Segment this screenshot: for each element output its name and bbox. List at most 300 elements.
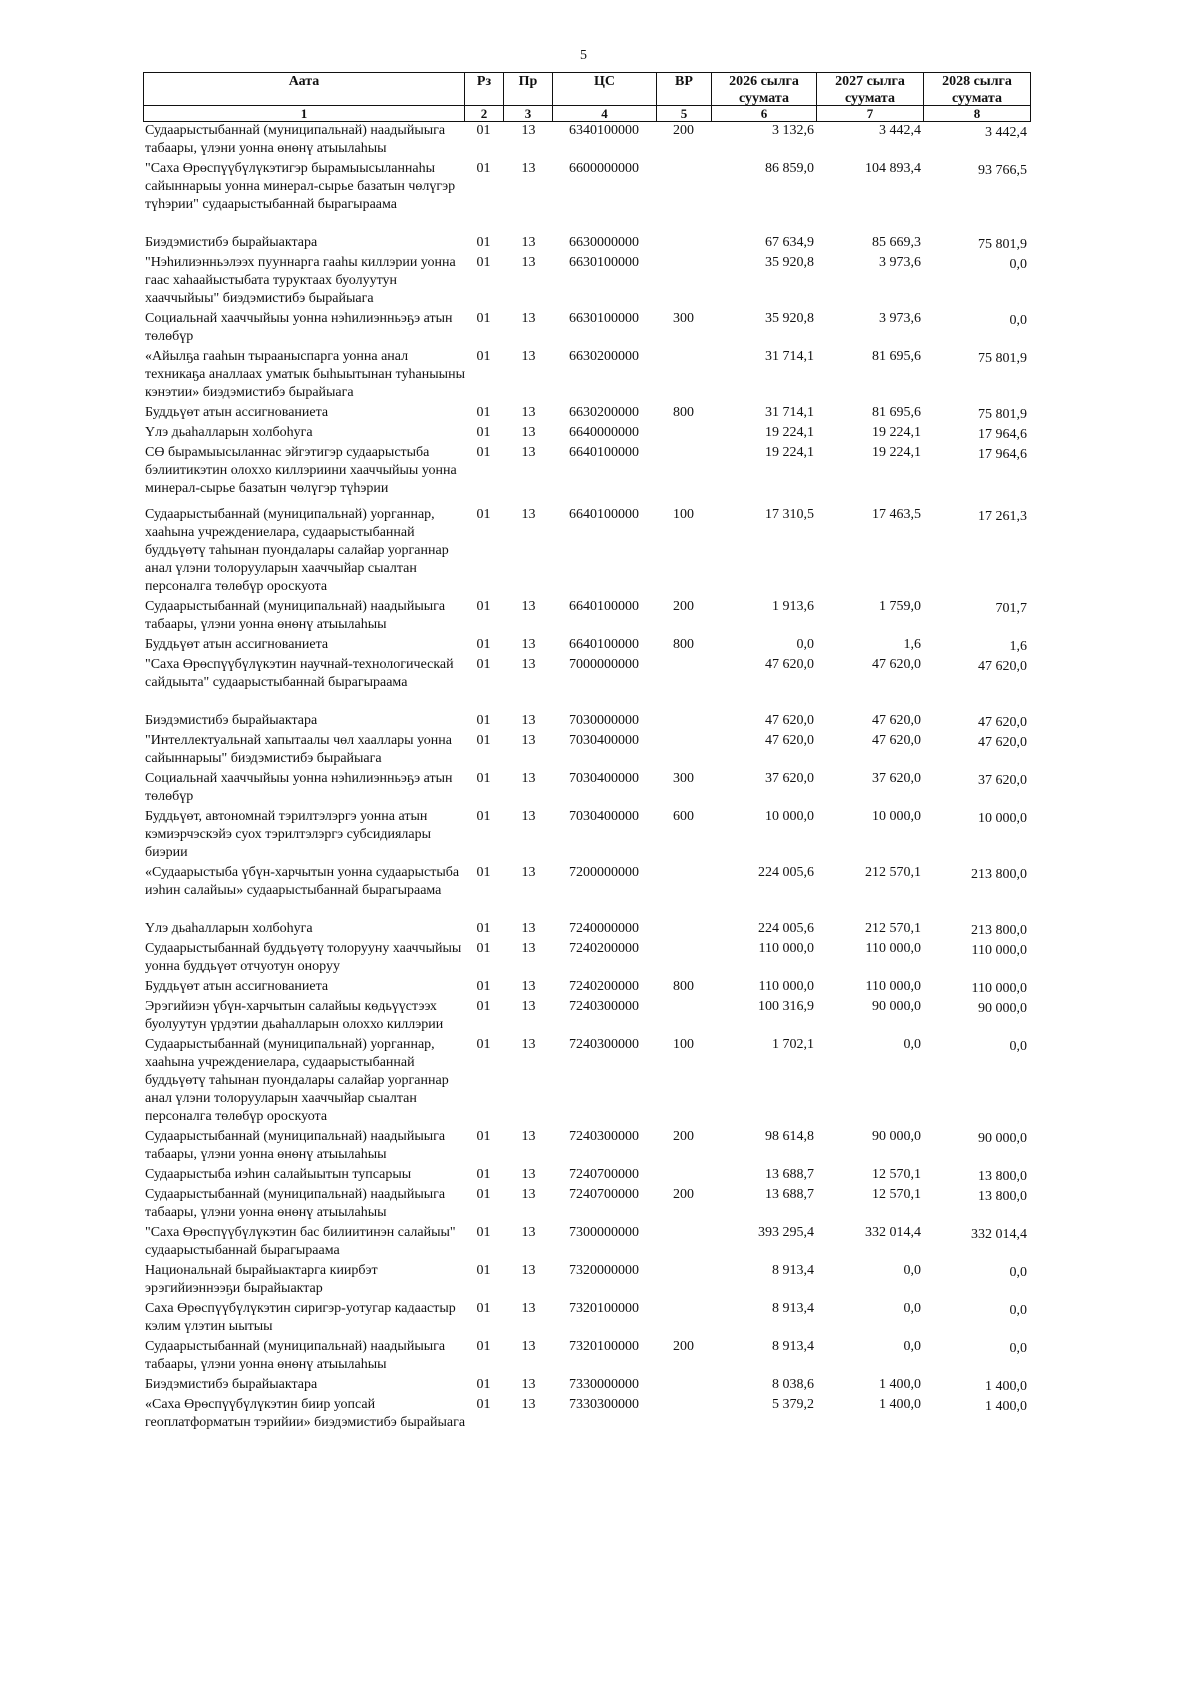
column-number [504, 106, 553, 122]
cs-code-cell: 6640100000 [569, 599, 639, 614]
rz-cell: 01 [476, 1339, 491, 1354]
amount-2028-cell: 0,0 [1009, 1265, 1027, 1280]
amount-2026-cell: 8 913,4 [772, 1263, 814, 1278]
table-row [0, 160, 1200, 216]
row-name-cell [145, 1186, 463, 1222]
header-row [144, 73, 1031, 106]
amount-2026-cell: 47 620,0 [765, 713, 814, 728]
table-row [0, 310, 1200, 348]
table-row [0, 636, 1200, 656]
amount-2027-cell: 17 463,5 [872, 507, 921, 522]
table-row [0, 1396, 1200, 1434]
row-name-line: Үлэ дьаһалларын холбоһуга [145, 425, 313, 440]
cs-code-cell: 7320100000 [569, 1339, 639, 1354]
row-name-cell [145, 1376, 463, 1394]
amount-2028-cell: 110 000,0 [971, 943, 1027, 958]
row-name-line: сайдыыта" судаарыстыбаннай бырагыраама [145, 675, 408, 690]
amount-2027-cell: 0,0 [903, 1339, 921, 1354]
pr-cell: 13 [521, 1129, 536, 1144]
amount-2026-cell: 110 000,0 [758, 941, 814, 956]
cs-code-cell: 7240700000 [569, 1167, 639, 1182]
amount-2026-cell: 3 132,6 [772, 123, 814, 138]
amount-2027-cell: 1,6 [903, 637, 921, 652]
amount-2028-cell: 75 801,9 [978, 351, 1027, 366]
row-name-line: уонна буддьүөт отчуотун оноруу [145, 959, 340, 974]
row-name-cell [145, 254, 463, 308]
amount-2026-cell: 67 634,9 [765, 235, 814, 250]
cs-code-cell: 7030400000 [569, 809, 639, 824]
vr-cell [656, 160, 711, 178]
row-name-line: «Айылҕа гааһын тырааныспарга уонна анал [145, 349, 409, 364]
amount-2027-cell: 0,0 [903, 1263, 921, 1278]
rz-cell: 01 [476, 771, 491, 786]
cs-code-cell: 6630100000 [569, 255, 639, 270]
table-row [0, 506, 1200, 598]
column-number [553, 106, 657, 122]
row-name-cell [145, 1166, 463, 1184]
amount-2028-cell: 0,0 [1009, 257, 1027, 272]
row-name-line: буддьүөтү таһынан пуондалары салайар уорганнар [145, 1073, 449, 1088]
pr-cell: 13 [521, 445, 536, 460]
cs-code-cell: 7240700000 [569, 1187, 639, 1202]
amount-2026-cell: 224 005,6 [758, 865, 814, 880]
amount-2027-cell: 90 000,0 [872, 1129, 921, 1144]
row-name-line: геоплатформатын тэрийии» биэдэмистибэ бырайыага [145, 1415, 466, 1430]
amount-2026-cell: 98 614,8 [765, 1129, 814, 1144]
row-name-cell [145, 348, 463, 402]
pr-cell: 13 [521, 235, 536, 250]
row-name-line: «Саха Өрөспүүбүлүкэтин биир уопсай [145, 1397, 376, 1412]
row-name-line: табаары, үлэни уонна өнөнү атыылаһыы [145, 1357, 387, 1372]
table-row [0, 920, 1200, 940]
pr-cell: 13 [521, 657, 536, 672]
amount-2026-cell: 110 000,0 [758, 979, 814, 994]
row-name-line: төлөбүр [145, 789, 194, 804]
rz-cell: 01 [476, 733, 491, 748]
row-name-cell [145, 1036, 463, 1126]
table-row [0, 712, 1200, 732]
row-name-line: эрэгийиэннээҕи бырайыактар [145, 1281, 323, 1296]
row-name-line: СӨ бырамыысыланнас эйгэтигэр судаарыстыба [145, 445, 430, 460]
amount-2027-cell: 10 000,0 [872, 809, 921, 824]
rz-cell: 01 [476, 1301, 491, 1316]
amount-2026-cell: 393 295,4 [758, 1225, 814, 1240]
header-2028-year: 2028 сылга [942, 74, 1012, 89]
row-name-line: анал үлэни толорууларын хааччыйар сыалтан [145, 561, 417, 576]
row-name-cell [145, 506, 463, 596]
cs-code-cell: 6640000000 [569, 425, 639, 440]
row-name-line: анал үлэни толорууларын хааччыйар сыалтан [145, 1091, 417, 1106]
header-2027-year: 2027 сылга [835, 74, 905, 89]
amount-2028-cell: 332 014,4 [971, 1227, 1027, 1242]
amount-2028-cell: 93 766,5 [978, 163, 1027, 178]
cs-code-cell: 6640100000 [569, 445, 639, 460]
rz-cell: 01 [476, 1397, 491, 1412]
row-name-line: персоналга төлөбүр ороскуота [145, 1109, 328, 1124]
cs-code-cell: 7300000000 [569, 1225, 639, 1240]
vr-cell: 200 [673, 1129, 694, 1144]
rz-cell: 01 [476, 405, 491, 420]
table-row [0, 1300, 1200, 1338]
row-name-line: хааһына учреждениелара, судаарыстыбаннай [145, 525, 415, 540]
rz-cell: 01 [476, 507, 491, 522]
amount-2026-cell: 224 005,6 [758, 921, 814, 936]
amount-2027-cell: 47 620,0 [872, 713, 921, 728]
vr-cell [656, 1300, 711, 1318]
header-vr-label: ВР [675, 74, 693, 89]
cs-code-cell: 7030000000 [569, 713, 639, 728]
header-cs-label: ЦС [594, 74, 615, 89]
table-row [0, 348, 1200, 404]
cs-code-cell: 6630100000 [569, 311, 639, 326]
row-name-cell [145, 598, 463, 634]
amount-2026-cell: 100 316,9 [758, 999, 814, 1014]
header-2027-sum: суумата [845, 91, 895, 106]
vr-cell [656, 656, 711, 674]
header-2027 [817, 73, 924, 106]
vr-cell [656, 424, 711, 442]
header-2028-sum: суумата [952, 91, 1002, 106]
vr-cell: 800 [673, 637, 694, 652]
row-name-line: персоналга төлөбүр ороскуота [145, 579, 328, 594]
pr-cell: 13 [521, 311, 536, 326]
amount-2027-cell: 81 695,6 [872, 405, 921, 420]
cs-code-cell: 6640100000 [569, 637, 639, 652]
row-name-line: "Саха Өрөспүүбүлүкэтин научнай-технологическай [145, 657, 454, 672]
amount-2027-cell: 12 570,1 [872, 1187, 921, 1202]
amount-2027-cell: 110 000,0 [865, 979, 921, 994]
cs-code-cell: 6630200000 [569, 349, 639, 364]
amount-2028-cell: 1 400,0 [985, 1379, 1027, 1394]
amount-2027-cell: 1 400,0 [879, 1397, 921, 1412]
row-name-line: Буддьүөт атын ассигнованиета [145, 637, 329, 652]
table-row [0, 978, 1200, 998]
amount-2027-cell: 85 669,3 [872, 235, 921, 250]
cs-code-cell: 7330000000 [569, 1377, 639, 1392]
row-name-line: судаарыстыбаннай бырагыраама [145, 1243, 340, 1258]
column-number-label: 3 [524, 106, 532, 121]
table-row [0, 122, 1200, 160]
row-name-line: Биэдэмистибэ бырайыактара [145, 235, 318, 250]
rz-cell: 01 [476, 1225, 491, 1240]
vr-cell: 100 [673, 1037, 694, 1052]
amount-2026-cell: 8 913,4 [772, 1339, 814, 1354]
column-number-label: 7 [866, 106, 874, 121]
table-row [0, 940, 1200, 978]
row-name-line: кэлим үлэтин ыытыы [145, 1319, 273, 1334]
amount-2027-cell: 3 973,6 [879, 311, 921, 326]
table-row [0, 770, 1200, 808]
row-name-line: табаары, үлэни уонна өнөнү атыылаһыы [145, 141, 387, 156]
amount-2026-cell: 31 714,1 [765, 405, 814, 420]
row-name-line: Буддьүөт, автономнай тэрилтэлэргэ уонна атын [145, 809, 428, 824]
table-row [0, 1036, 1200, 1128]
vr-cell [656, 998, 711, 1016]
table-row [0, 234, 1200, 254]
row-name-line: «Судаарыстыба үбүн-харчытын уонна судаарыстыба [145, 865, 460, 880]
amount-2028-cell: 0,0 [1009, 1341, 1027, 1356]
column-number-label: 5 [680, 106, 688, 121]
pr-cell: 13 [521, 1263, 536, 1278]
amount-2027-cell: 104 893,4 [865, 161, 921, 176]
cs-code-cell: 7200000000 [569, 865, 639, 880]
row-name-line: иэһин салайыы» судаарыстыбаннай бырагыраама [145, 883, 442, 898]
table-row [0, 404, 1200, 424]
row-name-cell [145, 808, 463, 862]
table-row [0, 1128, 1200, 1166]
row-name-line: "Интеллектуальнай хапытаалы чөл хааллары уонна [145, 733, 452, 748]
amount-2028-cell: 701,7 [995, 601, 1027, 616]
pr-cell: 13 [521, 865, 536, 880]
amount-2026-cell: 31 714,1 [765, 349, 814, 364]
amount-2026-cell: 19 224,1 [765, 445, 814, 460]
amount-2028-cell: 0,0 [1009, 1303, 1027, 1318]
pr-cell: 13 [521, 425, 536, 440]
table-row [0, 444, 1200, 500]
table-row [0, 1166, 1200, 1186]
rz-cell: 01 [476, 311, 491, 326]
pr-cell: 13 [521, 979, 536, 994]
vr-cell [656, 1166, 711, 1184]
amount-2026-cell: 1 702,1 [772, 1037, 814, 1052]
amount-2026-cell: 0,0 [796, 637, 814, 652]
row-name-cell [145, 770, 463, 806]
table-row [0, 1224, 1200, 1262]
cs-code-cell: 7030400000 [569, 733, 639, 748]
table-row [0, 998, 1200, 1036]
amount-2026-cell: 5 379,2 [772, 1397, 814, 1412]
pr-cell: 13 [521, 941, 536, 956]
row-name-cell [145, 424, 463, 442]
cs-code-cell: 7330300000 [569, 1397, 639, 1412]
cs-code-cell: 6340100000 [569, 123, 639, 138]
row-name-cell [145, 160, 463, 214]
table-row [0, 424, 1200, 444]
rz-cell: 01 [476, 255, 491, 270]
cs-code-cell: 7240300000 [569, 999, 639, 1014]
row-name-line: Судаарыстыба иэһин салайыытын тупсарыы [145, 1167, 412, 1182]
row-name-line: Буддьүөт атын ассигнованиета [145, 979, 329, 994]
rz-cell: 01 [476, 637, 491, 652]
table-row [0, 808, 1200, 864]
row-name-line: табаары, үлэни уонна өнөнү атыылаһыы [145, 1205, 387, 1220]
row-name-line: "Саха Өрөспүүбүлүкэтигэр бырамыысыланнаһы [145, 161, 436, 176]
vr-cell: 200 [673, 1187, 694, 1202]
amount-2028-cell: 37 620,0 [978, 773, 1027, 788]
header-cs [553, 73, 657, 106]
vr-cell [656, 940, 711, 958]
pr-cell: 13 [521, 1339, 536, 1354]
amount-2028-cell: 13 800,0 [978, 1189, 1027, 1204]
cs-code-cell: 7000000000 [569, 657, 639, 672]
rz-cell: 01 [476, 1037, 491, 1052]
amount-2028-cell: 0,0 [1009, 313, 1027, 328]
amount-2027-cell: 90 000,0 [872, 999, 921, 1014]
amount-2027-cell: 37 620,0 [872, 771, 921, 786]
row-name-line: Социальнай хааччыйыы уонна нэһилиэнньэҕэ атын [145, 771, 453, 786]
amount-2028-cell: 3 442,4 [985, 125, 1027, 140]
row-name-line: Биэдэмистибэ бырайыактара [145, 713, 318, 728]
pr-cell: 13 [521, 1377, 536, 1392]
vr-cell: 800 [673, 405, 694, 420]
cs-code-cell: 6630000000 [569, 235, 639, 250]
amount-2028-cell: 90 000,0 [978, 1001, 1027, 1016]
rz-cell: 01 [476, 865, 491, 880]
amount-2028-cell: 47 620,0 [978, 715, 1027, 730]
table-row [0, 656, 1200, 694]
header-name [144, 73, 465, 106]
column-number-label: 2 [480, 106, 488, 121]
row-name-line: табаары, үлэни уонна өнөнү атыылаһыы [145, 617, 387, 632]
row-name-line: Судаарыстыбаннай (муниципальнай) уорганнар, [145, 507, 435, 522]
column-number-label: 6 [760, 106, 768, 121]
pr-cell: 13 [521, 507, 536, 522]
column-number [712, 106, 817, 122]
row-name-cell [145, 1338, 463, 1374]
amount-2027-cell: 47 620,0 [872, 733, 921, 748]
rz-cell: 01 [476, 713, 491, 728]
row-name-line: гаас хаһаайыстыбата туруктаах буолуутун [145, 273, 398, 288]
row-name-line: Саха Өрөспүүбүлүкэтин сиригэр-уотугар кадаастыр [145, 1301, 456, 1316]
amount-2026-cell: 13 688,7 [765, 1187, 814, 1202]
vr-cell [656, 254, 711, 272]
amount-2027-cell: 47 620,0 [872, 657, 921, 672]
pr-cell: 13 [521, 999, 536, 1014]
row-name-line: Биэдэмистибэ бырайыактара [145, 1377, 318, 1392]
rz-cell: 01 [476, 349, 491, 364]
amount-2027-cell: 12 570,1 [872, 1167, 921, 1182]
row-name-cell [145, 712, 463, 730]
amount-2027-cell: 332 014,4 [865, 1225, 921, 1240]
column-number [924, 106, 1031, 122]
rz-cell: 01 [476, 921, 491, 936]
table-row [0, 1186, 1200, 1224]
vr-cell: 200 [673, 123, 694, 138]
rz-cell: 01 [476, 1167, 491, 1182]
amount-2026-cell: 17 310,5 [765, 507, 814, 522]
amount-2026-cell: 35 920,8 [765, 311, 814, 326]
row-name-cell [145, 636, 463, 654]
vr-cell [656, 1396, 711, 1414]
amount-2028-cell: 75 801,9 [978, 407, 1027, 422]
pr-cell: 13 [521, 733, 536, 748]
rz-cell: 01 [476, 445, 491, 460]
pr-cell: 13 [521, 637, 536, 652]
vr-cell: 200 [673, 599, 694, 614]
column-number-label: 8 [973, 106, 981, 121]
row-name-line: сайыннарыы уонна минерал-сырье базатын чөлүгэр [145, 179, 456, 194]
vr-cell [656, 732, 711, 750]
vr-cell: 100 [673, 507, 694, 522]
amount-2027-cell: 110 000,0 [865, 941, 921, 956]
row-name-cell [145, 444, 463, 498]
row-name-cell [145, 920, 463, 938]
vr-cell: 200 [673, 1339, 694, 1354]
table-row [0, 1338, 1200, 1376]
table-header [143, 72, 1031, 122]
column-number-row [144, 106, 1031, 122]
cs-code-cell: 7240200000 [569, 979, 639, 994]
row-name-line: минерал-сырье базатын чөлүгэр түһэрии [145, 481, 389, 496]
amount-2027-cell: 3 973,6 [879, 255, 921, 270]
row-name-line: Судаарыстыбаннай (муниципальнай) наадыйыыга [145, 599, 446, 614]
amount-2027-cell: 0,0 [903, 1301, 921, 1316]
pr-cell: 13 [521, 809, 536, 824]
row-name-line: кэнэтии» биэдэмистибэ бырайыага [145, 385, 354, 400]
amount-2027-cell: 19 224,1 [872, 425, 921, 440]
cs-code-cell: 7240300000 [569, 1037, 639, 1052]
header-2028 [924, 73, 1031, 106]
amount-2026-cell: 10 000,0 [765, 809, 814, 824]
rz-cell: 01 [476, 1187, 491, 1202]
column-number [817, 106, 924, 122]
rz-cell: 01 [476, 599, 491, 614]
row-name-cell [145, 310, 463, 346]
row-name-cell [145, 1262, 463, 1298]
vr-cell [656, 348, 711, 366]
amount-2028-cell: 0,0 [1009, 1039, 1027, 1054]
rz-cell: 01 [476, 1263, 491, 1278]
header-pr [504, 73, 553, 106]
header-rz [465, 73, 504, 106]
row-name-line: табаары, үлэни уонна өнөнү атыылаһыы [145, 1147, 387, 1162]
amount-2026-cell: 35 920,8 [765, 255, 814, 270]
rz-cell: 01 [476, 999, 491, 1014]
pr-cell: 13 [521, 771, 536, 786]
vr-cell [656, 1224, 711, 1242]
row-name-line: хааччыйыы" биэдэмистибэ бырайыага [145, 291, 374, 306]
header-2026-year: 2026 сылга [729, 74, 799, 89]
row-name-cell [145, 940, 463, 976]
pr-cell: 13 [521, 713, 536, 728]
pr-cell: 13 [521, 123, 536, 138]
row-name-line: буддьүөтү таһынан пуондалары салайар уорганнар [145, 543, 449, 558]
pr-cell: 13 [521, 599, 536, 614]
cs-code-cell: 6600000000 [569, 161, 639, 176]
row-name-cell [145, 978, 463, 996]
rz-cell: 01 [476, 161, 491, 176]
amount-2027-cell: 19 224,1 [872, 445, 921, 460]
rz-cell: 01 [476, 1377, 491, 1392]
row-name-cell [145, 122, 463, 158]
amount-2027-cell: 1 759,0 [879, 599, 921, 614]
rz-cell: 01 [476, 425, 491, 440]
row-name-line: "Саха Өрөспүүбүлүкэтин бас билиитинэн салайыы" [145, 1225, 456, 1240]
table-body [0, 122, 1200, 1434]
column-number-label: 4 [601, 106, 608, 121]
rz-cell: 01 [476, 657, 491, 672]
amount-2026-cell: 47 620,0 [765, 733, 814, 748]
amount-2026-cell: 13 688,7 [765, 1167, 814, 1182]
amount-2028-cell: 90 000,0 [978, 1131, 1027, 1146]
row-name-line: биэрии [145, 845, 188, 860]
cs-code-cell: 7320100000 [569, 1301, 639, 1316]
cs-code-cell: 6640100000 [569, 507, 639, 522]
amount-2028-cell: 213 800,0 [971, 867, 1027, 882]
row-name-line: Эрэгийиэн үбүн-харчытын салайыы көдьүүстээх [145, 999, 437, 1014]
amount-2028-cell: 75 801,9 [978, 237, 1027, 252]
amount-2028-cell: 13 800,0 [978, 1169, 1027, 1184]
rz-cell: 01 [476, 809, 491, 824]
amount-2028-cell: 110 000,0 [971, 981, 1027, 996]
amount-2026-cell: 47 620,0 [765, 657, 814, 672]
row-name-cell [145, 1128, 463, 1164]
column-number [465, 106, 504, 122]
row-name-line: Национальнай бырайыактарга киирбэт [145, 1263, 378, 1278]
pr-cell: 13 [521, 349, 536, 364]
row-name-line: Судаарыстыбаннай (муниципальнай) наадыйыыга [145, 123, 446, 138]
row-name-line: Социальнай хааччыйыы уонна нэһилиэнньэҕэ атын [145, 311, 453, 326]
